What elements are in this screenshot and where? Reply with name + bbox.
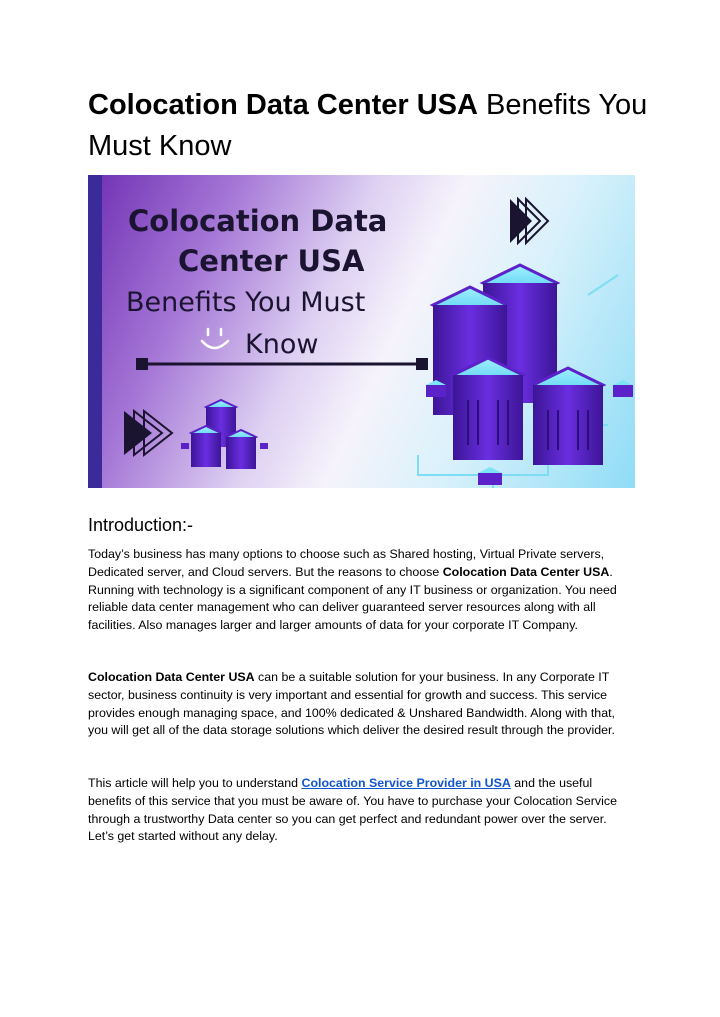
title-rest: Benefits You Must Know <box>88 89 648 162</box>
page-title <box>88 85 648 167</box>
hero-illustration <box>88 175 635 488</box>
section-heading: Introduction:- <box>88 515 194 535</box>
intro-paragraph-1 <box>88 546 636 635</box>
hero-headline-line4: Know <box>245 329 319 360</box>
hero-headline-line3: Benefits You Must <box>126 287 366 318</box>
p1-text-a: Today’s business has many options to choose such as Shared hosting, Virtual Private servers, Dedicated server, and Cloud servers. But the reasons to choose <box>88 547 605 579</box>
smile-icon <box>202 329 228 348</box>
play-arrows-icon <box>124 411 172 455</box>
colocation-provider-link[interactable]: Colocation Service Provider in USA <box>301 776 511 790</box>
p3-text-a: This article will help you to understand <box>88 776 302 790</box>
server-cluster-icon <box>426 265 633 485</box>
p2-bold: Colocation Data Center USA <box>88 670 255 684</box>
small-server-cluster-icon <box>181 400 268 469</box>
p1-bold: Colocation Data Center USA <box>442 564 610 579</box>
p3-text-b: and the useful benefits of this service that you must be aware of. You have to purchase your Colocation Service through a trustworthy Data center so you can get perfect and redundant power over the server. Let’s get started without any delay. <box>88 776 617 844</box>
play-arrows-icon <box>510 199 548 243</box>
intro-paragraph-2 <box>88 669 636 740</box>
hero-banner-image <box>88 175 635 488</box>
hero-headline-line1: Colocation Data <box>128 204 388 238</box>
intro-paragraph-3 <box>88 775 636 846</box>
p1-text-b: . Running with technology is a significant component of any IT business or organization. You need reliable data center management who can deliver guaranteed server resources along with all facilities. Also manages larger and larger amounts of data for your corporate IT Company. <box>88 564 617 633</box>
p2-text: can be a suitable solution for your business. In any Corporate IT sector, business continuity is very important and essential for growth and success. This service provides enough managing space, and 100% dedicated & Unshared Bandwidth. Along with that, you will get all of the data storage solutions which deliver the desired result through the provider. <box>88 670 615 738</box>
accent-bar <box>88 175 102 488</box>
hero-headline-line2: Center USA <box>178 244 365 278</box>
title-bold: Colocation Data Center USA <box>88 89 478 121</box>
